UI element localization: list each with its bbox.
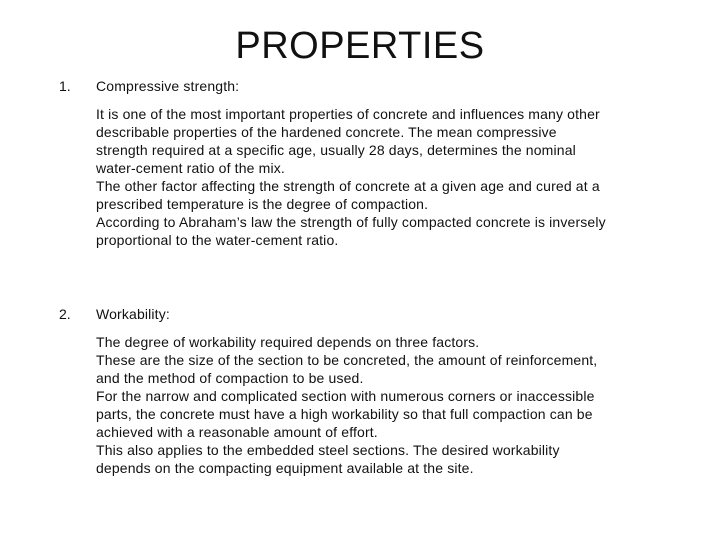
body-line: achieved with a reasonable amount of effort. [96, 424, 378, 440]
list-number: 2. [59, 306, 71, 322]
body-line: The degree of workability required depends on three factors. [96, 334, 480, 350]
body-line: prescribed temperature is the degree of compaction. [96, 196, 429, 212]
body-line: It is one of the most important properties of concrete and influences many other [96, 106, 600, 122]
list-body [96, 305, 696, 477]
body-line: According to Abraham’s law the strength of fully compacted concrete is inversely [96, 214, 606, 230]
body-line: strength required at a specific age, usually 28 days, determines the nominal [96, 142, 576, 158]
slide-title [0, 22, 720, 70]
slide-title-text: PROPERTIES [235, 25, 485, 67]
body-line: The other factor affecting the strength of concrete at a given age and cured at a [96, 178, 600, 194]
list-number: 1. [59, 78, 71, 94]
list-body [96, 77, 696, 249]
body-line: and the method of compaction to be used. [96, 370, 364, 386]
body-line: depends on the compacting equipment available at the site. [96, 460, 474, 476]
item-heading: Workability: [96, 306, 170, 322]
body-line: parts, the concrete must have a high workability so that full compaction can be [96, 406, 593, 422]
body-line: describable properties of the hardened concrete. The mean compressive [96, 124, 557, 140]
item-heading: Compressive strength: [96, 78, 240, 94]
body-line: For the narrow and complicated section with numerous corners or inaccessible [96, 388, 595, 404]
body-line: This also applies to the embedded steel sections. The desired workability [96, 442, 560, 458]
body-line: water-cement ratio of the mix. [96, 160, 285, 176]
body-line: proportional to the water-cement ratio. [96, 232, 339, 248]
body-line: These are the size of the section to be concreted, the amount of reinforcement, [96, 352, 598, 368]
